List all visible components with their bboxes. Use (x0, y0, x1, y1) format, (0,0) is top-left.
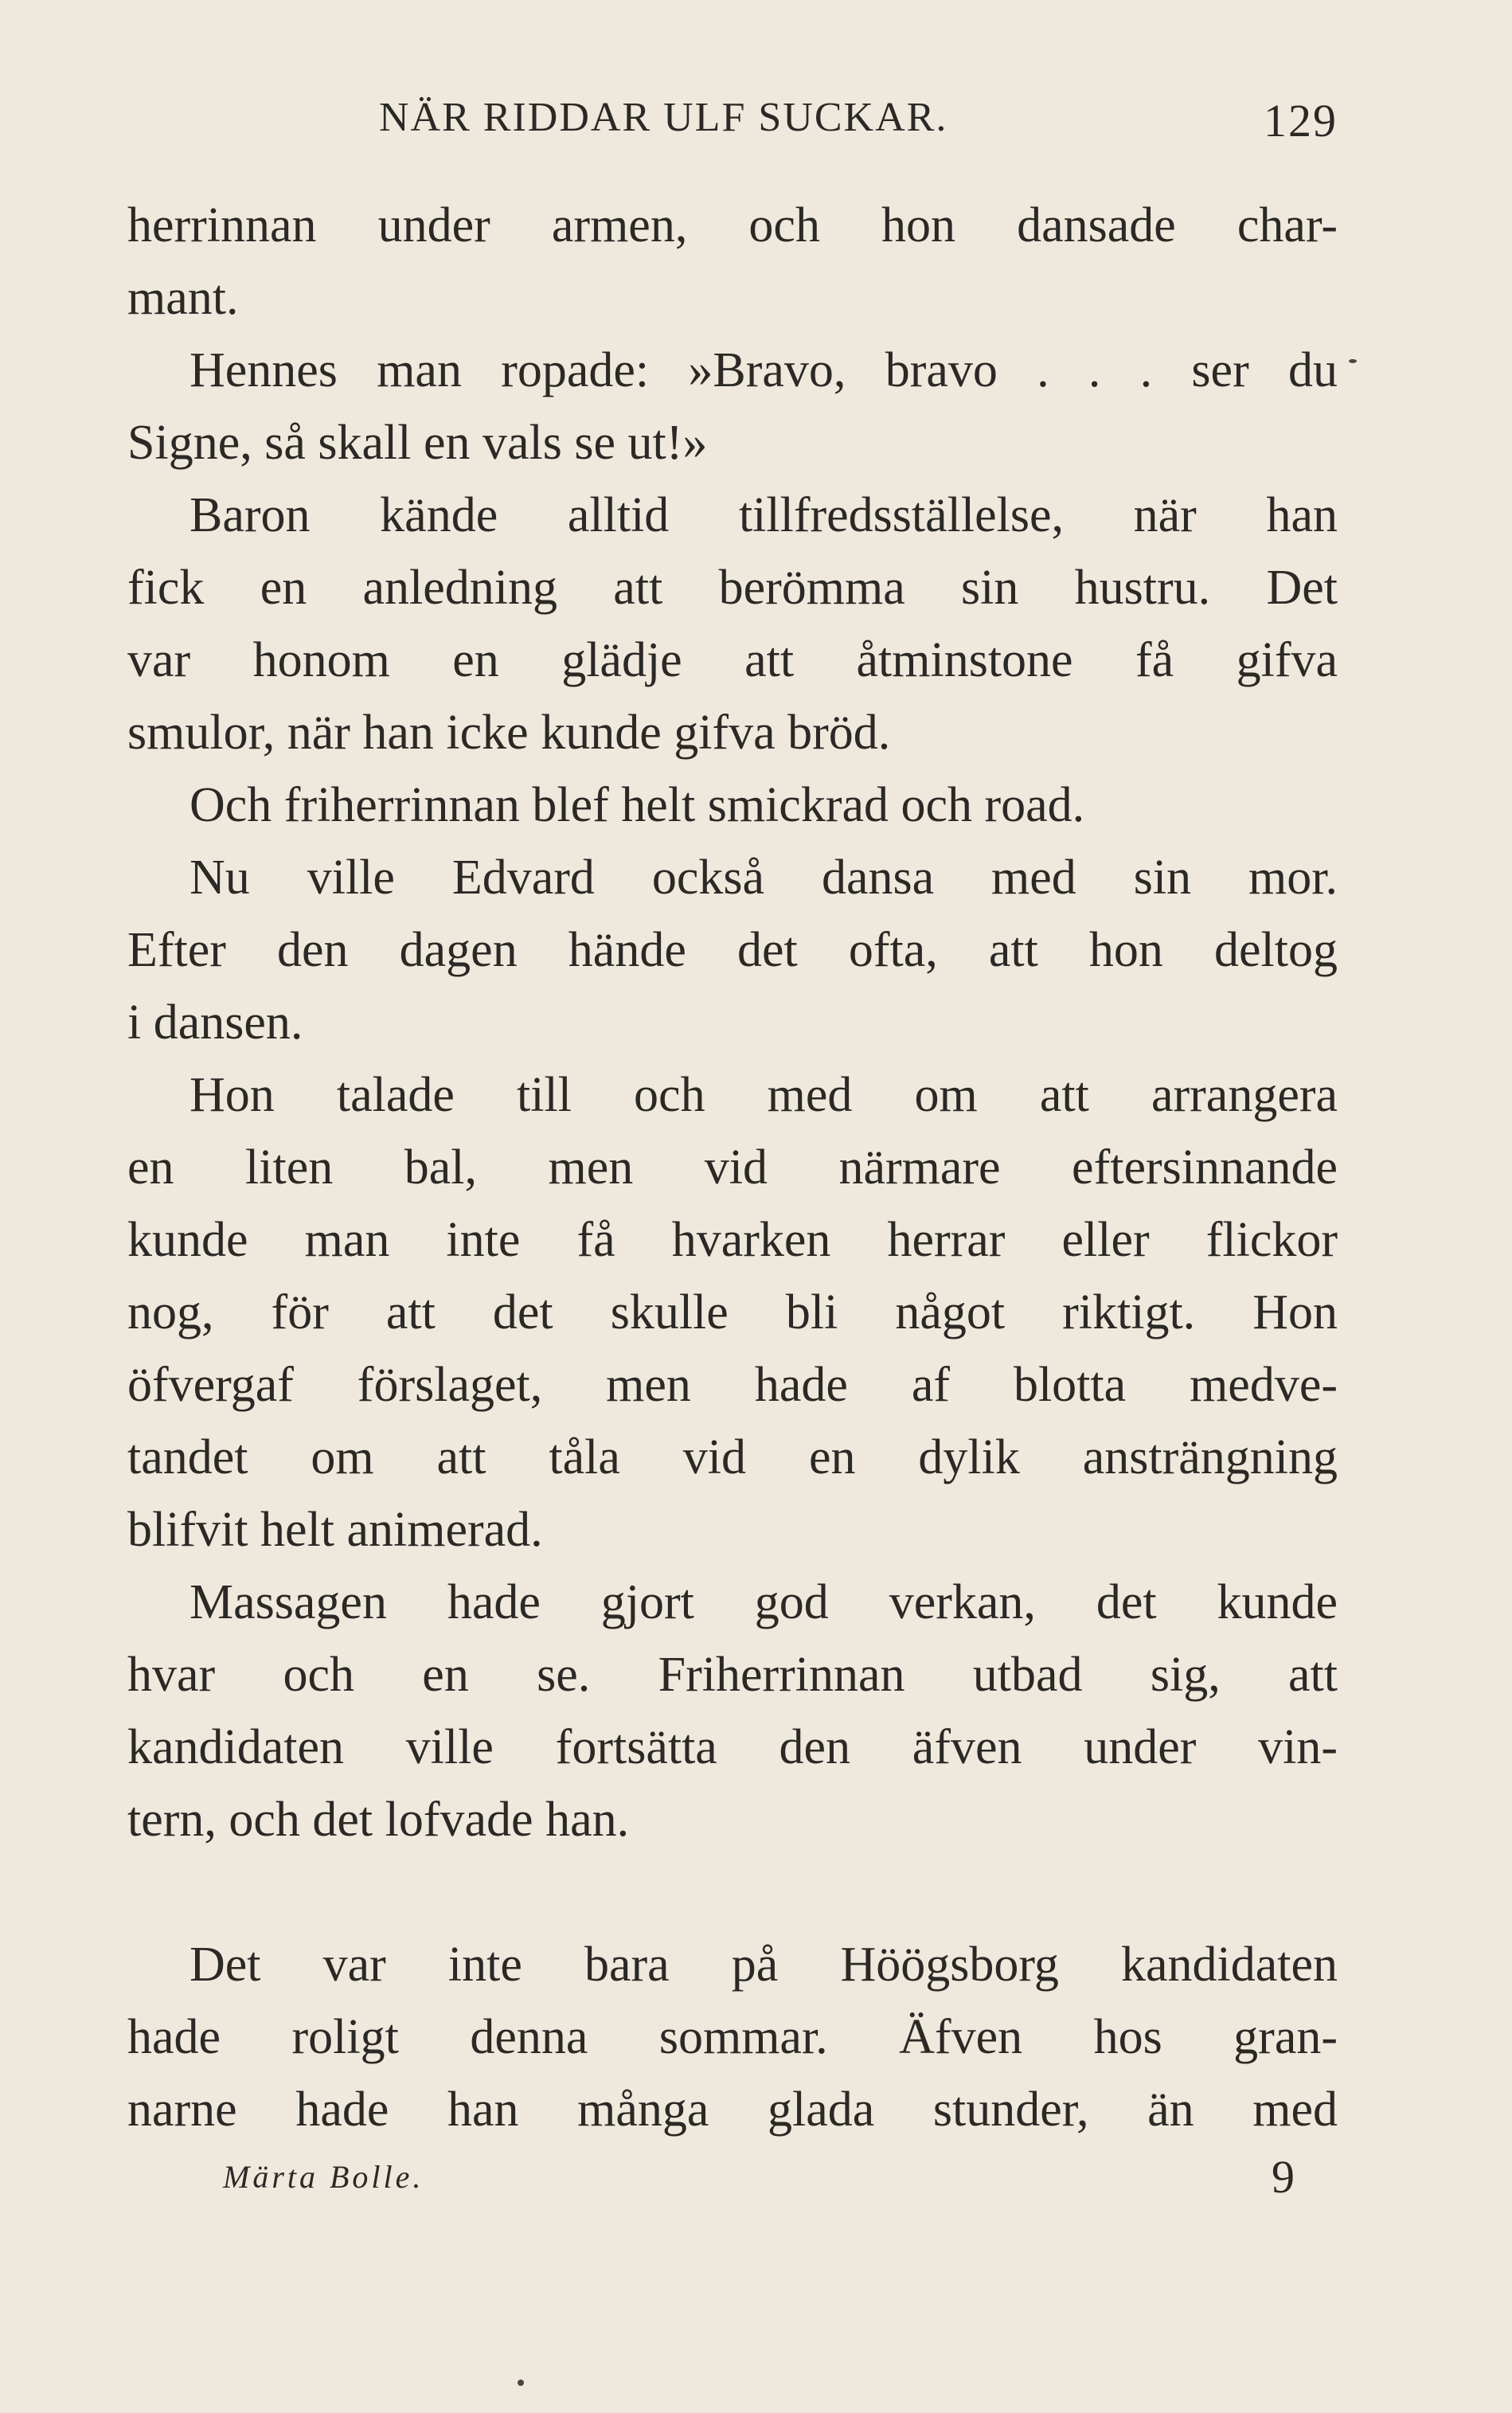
paragraph (127, 334, 1338, 479)
text-line: herrinnan under armen, och hon dansade char- (127, 198, 1338, 252)
text-line: nog, för att det skulle bli något riktigt. Hon (127, 1285, 1338, 1339)
text-line: öfvergaf förslaget, men hade af blotta medve- (127, 1358, 1338, 1412)
text-line: kandidaten ville fortsätta den äfven under vin- (127, 1720, 1338, 1774)
signature-mark: Märta Bolle. (223, 2159, 424, 2195)
paragraph (127, 842, 1338, 1059)
text-line: var honom en glädje att åtminstone få gifva (127, 633, 1338, 687)
sheet-number: 9 (1272, 2151, 1295, 2203)
text-line: mant. (127, 271, 239, 325)
text-line: i dansen. (127, 995, 303, 1050)
text-line: smulor, när han icke kunde gifva bröd. (127, 706, 891, 760)
paragraph (127, 479, 1338, 769)
paragraph (127, 1059, 1338, 1566)
text-line: fick en anledning att berömma sin hustru. Det (127, 561, 1338, 615)
text-line: Hennes man ropade: »Bravo, bravo . . . ser du (189, 343, 1338, 397)
text-line: Massagen hade gjort god verkan, det kunde (189, 1575, 1338, 1629)
paragraph (127, 1566, 1338, 1856)
paragraph (127, 1929, 1338, 2146)
text-line: Och friherrinnan blef helt smickrad och road. (189, 778, 1085, 832)
text-line: blifvit helt animerad. (127, 1503, 543, 1557)
text-line: narne hade han många glada stunder, än med (127, 2083, 1338, 2137)
text-line: tern, och det lofvade han. (127, 1793, 630, 1847)
text-line: Nu ville Edvard också dansa med sin mor. (189, 851, 1338, 905)
running-head (127, 94, 1338, 158)
running-title: NÄR RIDDAR ULF SUCKAR. (379, 95, 948, 140)
text-line: hade roligt denna sommar. Äfven hos gran- (127, 2010, 1338, 2064)
text-line: Baron kände alltid tillfredsställelse, när han (189, 488, 1338, 542)
text-line: Hon talade till och med om att arrangera (189, 1068, 1338, 1122)
section-break (127, 1856, 1338, 1929)
text-line: Det var inte bara på Höögsborg kandidaten (189, 1938, 1338, 1992)
paragraph (127, 190, 1338, 334)
paragraph (127, 769, 1338, 842)
ink-speck (518, 2380, 524, 2386)
text-line: hvar och en se. Friherrinnan utbad sig, att (127, 1648, 1338, 1702)
text-line: tandet om att tåla vid en dylik ansträngning (127, 1430, 1338, 1484)
text-line: kunde man inte få hvarken herrar eller flickor (127, 1213, 1338, 1267)
body-text (127, 190, 1338, 2146)
ink-speck (1349, 359, 1357, 363)
page-number: 129 (1264, 95, 1338, 147)
text-line: Signe, så skall en vals se ut!» (127, 416, 708, 470)
text-line: Efter den dagen hände det ofta, att hon deltog (127, 923, 1338, 977)
text-line: en liten bal, men vid närmare eftersinnande (127, 1140, 1338, 1195)
